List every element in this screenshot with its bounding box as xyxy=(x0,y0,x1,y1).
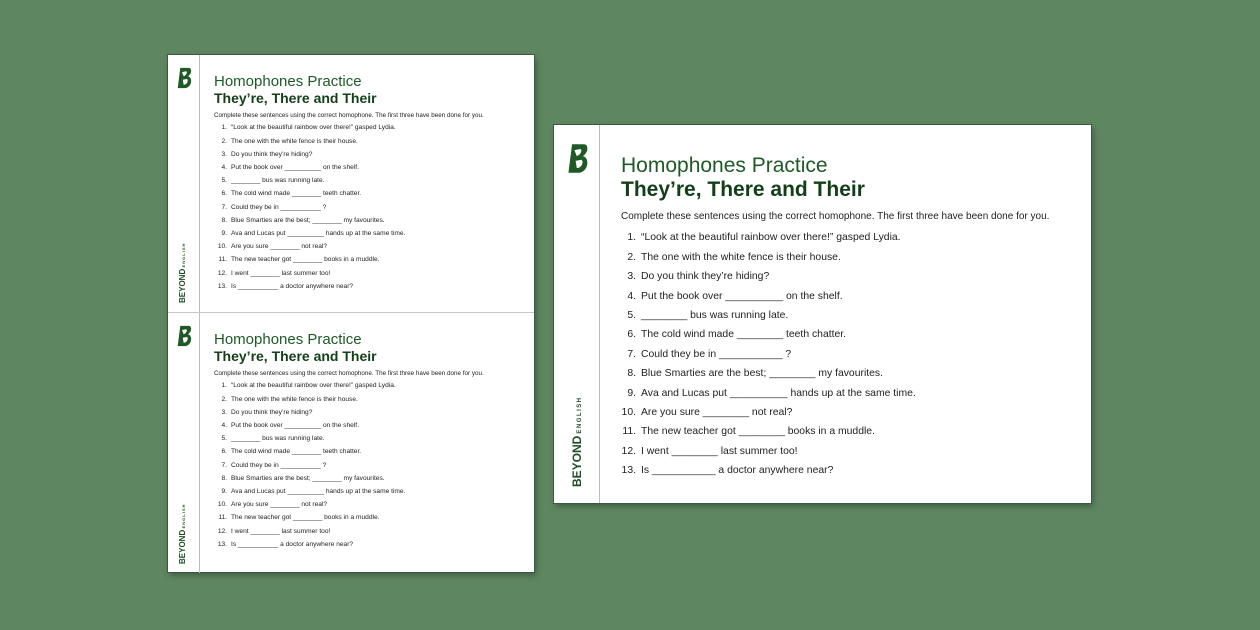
question-text: Could they be in ___________ ? xyxy=(641,348,792,360)
question-number: 4. xyxy=(221,421,227,429)
question-item xyxy=(214,280,526,293)
question-number: 13. xyxy=(217,540,227,548)
question-item xyxy=(214,227,526,240)
question-text: Blue Smarties are the best; ________ my favourites. xyxy=(641,368,884,380)
question-item xyxy=(214,240,526,253)
question-number: 2. xyxy=(221,395,227,403)
question-item xyxy=(214,161,526,174)
question-text: “Look at the beautiful rainbow over there!” gasped Lydia. xyxy=(231,382,396,390)
question-number: 5. xyxy=(221,177,227,185)
beyond-logo-icon xyxy=(566,143,590,174)
question-number: 11. xyxy=(622,426,636,438)
preview-sheet-two-per-page xyxy=(168,55,534,572)
question-item xyxy=(214,419,526,432)
question-text: I went ________ last summer too! xyxy=(231,527,331,535)
question-item xyxy=(214,148,526,161)
question-text: The cold wind made ________ teeth chatter. xyxy=(231,448,362,456)
question-item xyxy=(621,287,1081,306)
question-item xyxy=(621,267,1081,286)
question-number: 4. xyxy=(627,290,636,302)
question-text: Do you think they’re hiding? xyxy=(641,271,770,283)
question-text: The new teacher got ________ books in a muddle. xyxy=(231,514,380,522)
question-text: The new teacher got ________ books in a muddle. xyxy=(641,426,875,438)
question-number: 4. xyxy=(221,163,227,171)
brand-vertical-label: BEYONDENGLISH xyxy=(570,396,584,487)
question-text: Could they be in ___________ ? xyxy=(231,461,327,469)
question-item xyxy=(214,445,526,458)
question-number: 12. xyxy=(217,269,227,277)
side-divider xyxy=(199,55,200,312)
question-text: The one with the white fence is their house. xyxy=(641,251,841,263)
side-divider xyxy=(599,125,600,503)
question-text: Do you think they’re hiding? xyxy=(231,150,313,158)
beyond-logo-icon xyxy=(176,67,193,89)
question-item xyxy=(214,498,526,511)
question-number: 11. xyxy=(218,256,227,264)
preview-sheet-single xyxy=(554,125,1091,503)
worksheet-instructions: Complete these sentences using the correct homophone. The first three have been done for you. xyxy=(214,370,484,378)
worksheet-title: Homophones Practice xyxy=(621,154,828,177)
question-item xyxy=(214,121,526,134)
question-text: “Look at the beautiful rainbow over there!” gasped Lydia. xyxy=(231,124,396,132)
question-text: The cold wind made ________ teeth chatter. xyxy=(231,190,362,198)
question-number: 2. xyxy=(627,251,636,263)
question-item xyxy=(214,472,526,485)
question-text: The new teacher got ________ books in a muddle. xyxy=(231,256,380,264)
question-item xyxy=(214,267,526,280)
question-item xyxy=(214,485,526,498)
question-item xyxy=(621,403,1081,422)
brand-vertical-label: BEYONDENGLISH xyxy=(178,242,187,303)
question-number: 1. xyxy=(221,382,227,390)
question-number: 7. xyxy=(627,348,636,360)
question-item xyxy=(214,253,526,266)
question-number: 9. xyxy=(221,229,227,237)
question-number: 8. xyxy=(221,216,227,224)
question-number: 9. xyxy=(627,387,636,399)
question-number: 13. xyxy=(621,465,636,477)
question-item xyxy=(621,306,1081,325)
question-number: 5. xyxy=(221,435,227,443)
worksheet-instructions: Complete these sentences using the correct homophone. The first three have been done for you. xyxy=(621,211,1050,223)
question-item xyxy=(214,432,526,445)
question-number: 2. xyxy=(221,137,227,145)
question-text: ________ bus was running late. xyxy=(231,177,325,185)
worksheet-card-bottom xyxy=(168,312,534,573)
beyond-logo-icon xyxy=(176,325,193,347)
question-text: Is ___________ a doctor anywhere near? xyxy=(231,540,354,548)
question-list xyxy=(621,228,1081,480)
question-text: Blue Smarties are the best; ________ my favourites. xyxy=(231,474,385,482)
question-number: 3. xyxy=(627,271,636,283)
question-item xyxy=(621,345,1081,364)
question-number: 8. xyxy=(627,368,636,380)
brand-vertical-label: BEYONDENGLISH xyxy=(178,503,187,564)
question-text: Ava and Lucas put __________ hands up at the same time. xyxy=(231,487,406,495)
question-number: 6. xyxy=(221,190,227,198)
question-text: Is ___________ a doctor anywhere near? xyxy=(641,465,834,477)
question-item xyxy=(214,174,526,187)
question-item xyxy=(214,187,526,200)
question-number: 3. xyxy=(221,150,227,158)
question-number: 10. xyxy=(217,243,227,251)
worksheet-card-top xyxy=(168,55,534,312)
question-list xyxy=(214,379,526,551)
question-text: Put the book over __________ on the shelf. xyxy=(231,421,359,429)
question-text: Is ___________ a doctor anywhere near? xyxy=(231,282,354,290)
question-text: I went ________ last summer too! xyxy=(231,269,331,277)
question-item xyxy=(214,538,526,551)
question-text: The one with the white fence is their house. xyxy=(231,137,358,145)
worksheet-card-large xyxy=(554,125,1091,503)
question-item xyxy=(621,364,1081,383)
question-number: 12. xyxy=(217,527,227,535)
worksheet-title: Homophones Practice xyxy=(214,73,362,90)
question-text: Ava and Lucas put __________ hands up at the same time. xyxy=(641,387,916,399)
question-number: 7. xyxy=(221,461,227,469)
question-list xyxy=(214,121,526,293)
question-text: Blue Smarties are the best; ________ my favourites. xyxy=(231,216,385,224)
question-item xyxy=(214,135,526,148)
question-number: 10. xyxy=(217,501,227,509)
question-item xyxy=(621,384,1081,403)
question-text: ________ bus was running late. xyxy=(641,309,789,321)
question-text: Put the book over __________ on the shelf. xyxy=(641,290,843,302)
question-item xyxy=(214,511,526,524)
question-item xyxy=(214,379,526,392)
question-item xyxy=(621,248,1081,267)
worksheet-content xyxy=(214,73,526,293)
worksheet-title: Homophones Practice xyxy=(214,331,362,348)
question-number: 11. xyxy=(218,514,227,522)
worksheet-subtitle: They’re, There and Their xyxy=(214,348,377,365)
question-text: The cold wind made ________ teeth chatter. xyxy=(641,329,847,341)
worksheet-subtitle: They’re, There and Their xyxy=(621,178,865,202)
question-item xyxy=(214,201,526,214)
question-number: 1. xyxy=(221,124,227,132)
question-number: 5. xyxy=(627,309,636,321)
question-item xyxy=(621,442,1081,461)
question-text: I went ________ last summer too! xyxy=(641,445,798,457)
question-number: 7. xyxy=(221,203,227,211)
question-item xyxy=(621,325,1081,344)
side-divider xyxy=(199,313,200,573)
question-item xyxy=(214,393,526,406)
question-text: Are you sure ________ not real? xyxy=(231,243,328,251)
question-text: Are you sure ________ not real? xyxy=(641,406,793,418)
question-text: Do you think they’re hiding? xyxy=(231,408,313,416)
question-text: The one with the white fence is their house. xyxy=(231,395,358,403)
question-text: Are you sure ________ not real? xyxy=(231,501,328,509)
question-number: 6. xyxy=(221,448,227,456)
worksheet-subtitle: They’re, There and Their xyxy=(214,90,377,107)
worksheet-content xyxy=(621,154,1081,481)
question-number: 13. xyxy=(217,282,227,290)
question-number: 9. xyxy=(221,487,227,495)
question-number: 3. xyxy=(221,408,227,416)
question-item xyxy=(621,422,1081,441)
worksheet-content xyxy=(214,331,526,551)
question-number: 8. xyxy=(221,474,227,482)
question-number: 10. xyxy=(621,406,636,418)
question-text: “Look at the beautiful rainbow over there!” gasped Lydia. xyxy=(641,232,901,244)
question-item xyxy=(214,525,526,538)
question-item xyxy=(214,214,526,227)
question-number: 1. xyxy=(627,232,636,244)
worksheet-instructions: Complete these sentences using the correct homophone. The first three have been done for you. xyxy=(214,112,484,120)
question-item xyxy=(621,228,1081,247)
question-item xyxy=(214,406,526,419)
question-text: Ava and Lucas put __________ hands up at the same time. xyxy=(231,229,406,237)
question-number: 6. xyxy=(627,329,636,341)
question-text: Could they be in ___________ ? xyxy=(231,203,327,211)
question-number: 12. xyxy=(621,445,636,457)
question-text: ________ bus was running late. xyxy=(231,435,325,443)
question-text: Put the book over __________ on the shelf. xyxy=(231,163,359,171)
question-item xyxy=(621,461,1081,480)
question-item xyxy=(214,459,526,472)
